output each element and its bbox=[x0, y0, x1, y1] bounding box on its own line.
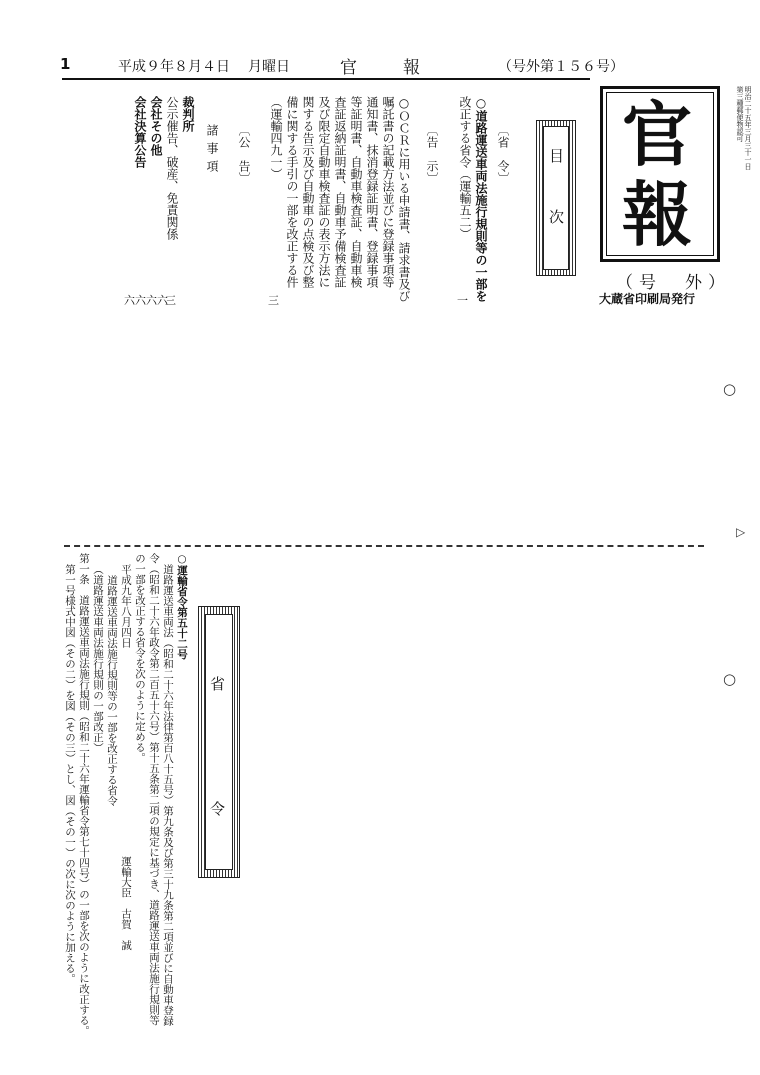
ordinance-subheading: （道路運送車両法施行規則の一部改正） bbox=[92, 564, 104, 753]
toc-company-other: 会社その他 bbox=[149, 96, 163, 156]
ordinance-preamble-1: 道路運送車両法（昭和二十六年法律第百八十五号）第九条及び第三十九条第二項並びに自動車登録 bbox=[162, 564, 174, 1026]
ordinance-minister: 運輸大臣 古賀 誠 bbox=[120, 856, 132, 951]
ordinance-article-1: 第一条 道路運送車両法施行規則（昭和二十六年運輸省令第七十四号）の一部を次のように改正する。 bbox=[78, 553, 90, 1036]
publisher: 大蔵省印刷局発行 bbox=[599, 292, 696, 306]
toc-item-2-line3: 通知書、抹消登録証明書、登録事項 bbox=[365, 96, 379, 288]
toc-item-2-line4: 等証明書、自動車検査証、自動車検 bbox=[349, 96, 363, 288]
postal-permit-type: 第三種郵便物認可 bbox=[736, 86, 744, 142]
masthead-po: 報 bbox=[622, 173, 692, 256]
toc-item-1-line1: ○道路運送車両法施行規則等の一部を bbox=[474, 96, 488, 302]
ordinance-article-1-detail: 第一号様式中図（その二）を図（その三）とし、図（その一）の次に次のように加える。 bbox=[64, 564, 76, 984]
extra-edition-label: （号 外） bbox=[616, 273, 731, 293]
ordinance-date: 平成九年八月四日 bbox=[120, 564, 132, 648]
ordinance-title: ○運輸省令第五十二号 bbox=[176, 553, 188, 660]
section-divider bbox=[64, 545, 704, 547]
punch-hole-mark-bottom: ○ bbox=[723, 670, 737, 688]
toc-item-2-line5: 査証返納証明書、自動車予備検査証 bbox=[333, 96, 347, 288]
toc-item-1-page: 一 bbox=[457, 294, 468, 307]
toc-item-2-line8: 備に関する手引の一部を改正する件 bbox=[285, 96, 299, 288]
toc-financial-statements: 会社決算公告 bbox=[133, 96, 147, 168]
header-rule bbox=[62, 78, 590, 80]
toc-court-page: 三 bbox=[165, 294, 176, 307]
toc-section-ordinance: 〔省 令〕 bbox=[496, 124, 510, 184]
ordinance-name: 道路運送車両法施行規則等の一部を改正する省令 bbox=[106, 575, 118, 806]
postal-permit-date: 明治二十五年三月三十一日 bbox=[744, 86, 752, 170]
toc-item-2-page: 三 bbox=[268, 294, 279, 307]
toc-item-2-line1: ○ＯＣＲに用いる申請書、請求書及び bbox=[397, 96, 411, 302]
toc-section-notice: 〔告 示〕 bbox=[425, 124, 439, 184]
toc-court-notices: 公示催告、破産、免責関係 bbox=[165, 96, 179, 240]
postal-permit bbox=[736, 86, 752, 170]
gazette-title: 官報 bbox=[340, 58, 466, 78]
toc-item-2-line9: （運輸四九一） bbox=[269, 96, 283, 180]
punch-hole-mark-top: ○ bbox=[723, 380, 737, 398]
fold-triangle-mark: ▷ bbox=[736, 525, 746, 539]
ordinance-preamble-2: 令（昭和二十六年政令第二百五十六号）第十五条第二項の規定に基づき、道路運送車両法施行規則等 bbox=[148, 553, 160, 1026]
toc-item-2-line7: 関する告示及び自動車の点検及び整 bbox=[301, 96, 315, 288]
weekday: 月曜日 bbox=[248, 59, 290, 75]
toc-court: 裁判所 bbox=[181, 96, 195, 132]
page-number: 1 bbox=[60, 55, 71, 73]
ordinance-label: 省令 bbox=[208, 676, 226, 926]
toc-financial-statements-page: 六六 bbox=[124, 294, 146, 307]
contents-label: 目次 bbox=[547, 148, 565, 270]
ordinance-preamble-3: の一部を改正する省令を次のように定める。 bbox=[134, 553, 146, 763]
toc-section-announcement: 〔公 告〕 bbox=[237, 124, 251, 184]
issue-number: （号外第１５６号） bbox=[498, 59, 624, 75]
toc-misc-matters: 諸事項 bbox=[205, 124, 219, 178]
masthead-kan: 官 bbox=[622, 93, 692, 176]
toc-item-2-line6: 及び限定自動車検査証の表示方法に bbox=[317, 96, 331, 288]
toc-item-1-line2: 改正する省令（運輸五二） bbox=[458, 96, 472, 240]
issue-date: 平成９年８月４日 bbox=[118, 59, 230, 75]
toc-item-2-line2: 嘱託書の記載方法並びに登録事項等 bbox=[381, 96, 395, 288]
toc-company-other-page: 六六 bbox=[146, 294, 168, 307]
